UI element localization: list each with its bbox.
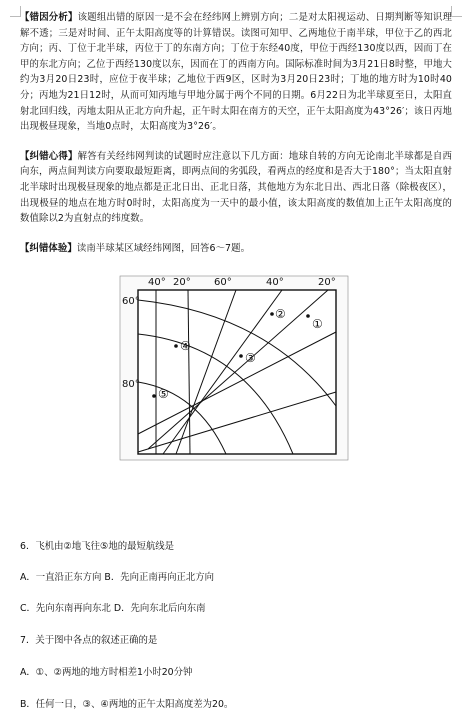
- practice-paragraph: [20, 241, 452, 257]
- practice-text: 读南半球某区域经纬网图，回答6～7题。: [76, 242, 251, 254]
- question-line: [20, 666, 192, 680]
- top-label: 20°: [173, 277, 191, 289]
- analysis-paragraph: [20, 10, 452, 135]
- top-label: 60°: [214, 277, 232, 289]
- analysis-text: 该题组出错的原因一是不会在经纬网上辨别方向；二是对太阳视运动、日期判断等知识理解不透；三是对时间、正午太阳高度等的计算错误。读图可知甲、乙两地位于南半球，甲位于乙的西北方向；丙、丁位于北半球，丙位于丁的东南方向；丁位于东经40度，甲位于西经130度以西，因而丁在甲的东北方向；乙位于西经130度以东，因而在丁的西南方向。国际标准时间为3月21日8时整，甲地大约为3月20日23时，应位于夜半球；乙地位于西9区，区时为3月20日23时；丁地的地方时为10时40分；丙地为21日12时，从而可知丙地与甲地分属于两个不同的日期。6月22日为北半球夏至日，太阳直射北回归线，丙地太阳从正北方向升起，正午时太阳在南方的天空，正午太阳高度为43°26′；该日丙地出现极昼现象，当地0点时，太阳高度为3°26′。: [20, 12, 452, 133]
- advice-tag: 【纠错心得】: [20, 150, 78, 162]
- top-label: 40°: [266, 277, 284, 289]
- question-6-stem: 6．飞机由②地飞往⑤地的最短航线是: [20, 541, 175, 552]
- question-line: [20, 540, 174, 554]
- analysis-tag: 【错因分析】: [20, 12, 78, 23]
- question-line: [20, 571, 214, 585]
- question-6-options-ab: A．一直沿正东方向 B．先向正南再向正北方向: [20, 572, 214, 583]
- graticule-figure: [118, 274, 350, 462]
- top-label: 40°: [148, 277, 166, 289]
- point-label: ⑤: [158, 387, 169, 402]
- left-label: 80°: [122, 379, 140, 391]
- practice-tag: 【纠错体验】: [20, 242, 77, 254]
- page-corner-mark: [451, 6, 462, 17]
- point-marker: [152, 395, 156, 399]
- point-marker: [239, 355, 243, 359]
- point-marker: [306, 315, 310, 319]
- top-label: 20°: [318, 277, 336, 289]
- question-7-stem: 7．关于图中各点的叙述正确的是: [20, 635, 158, 646]
- advice-text: 解答有关经纬网判读的试题时应注意以下几方面：地球自转的方向无论南北半球都是自西向东，两点间判读方向要取最短距离，即两点间的劣弧段，看两点的经度和是否大于180°；当太阳直射北半球时出现极昼现象的地点都是正北日出、正北日落，其他地方为东北日出、西北日落（除极夜区），出现极昼的地点在地方时0时时，太阳高度为一天中的最小值，该太阳高度的数值加上正午太阳高度的数值除以2为直射点的纬度数。: [20, 150, 452, 225]
- point-marker: [270, 313, 274, 317]
- question-line: [20, 634, 157, 648]
- document-page: [20, 10, 452, 462]
- point-label: ①: [312, 317, 323, 332]
- question-line: [20, 602, 206, 616]
- question-7-option-b: B．任何一日，③、④两地的正午太阳高度差为20。: [20, 699, 234, 710]
- question-7-option-a: A．①、②两地的地方时相差1小时20分钟: [20, 667, 193, 678]
- question-line: [20, 698, 233, 712]
- point-label: ④: [180, 339, 191, 354]
- point-marker: [174, 345, 178, 349]
- left-label: 60°: [122, 296, 140, 308]
- advice-paragraph: [20, 149, 452, 227]
- point-label: ②: [275, 307, 286, 322]
- graticule-svg: [118, 274, 350, 462]
- question-6-options-cd: C．先向东南再向东北 D．先向东北后向东南: [20, 603, 206, 614]
- point-label: ③: [245, 351, 256, 366]
